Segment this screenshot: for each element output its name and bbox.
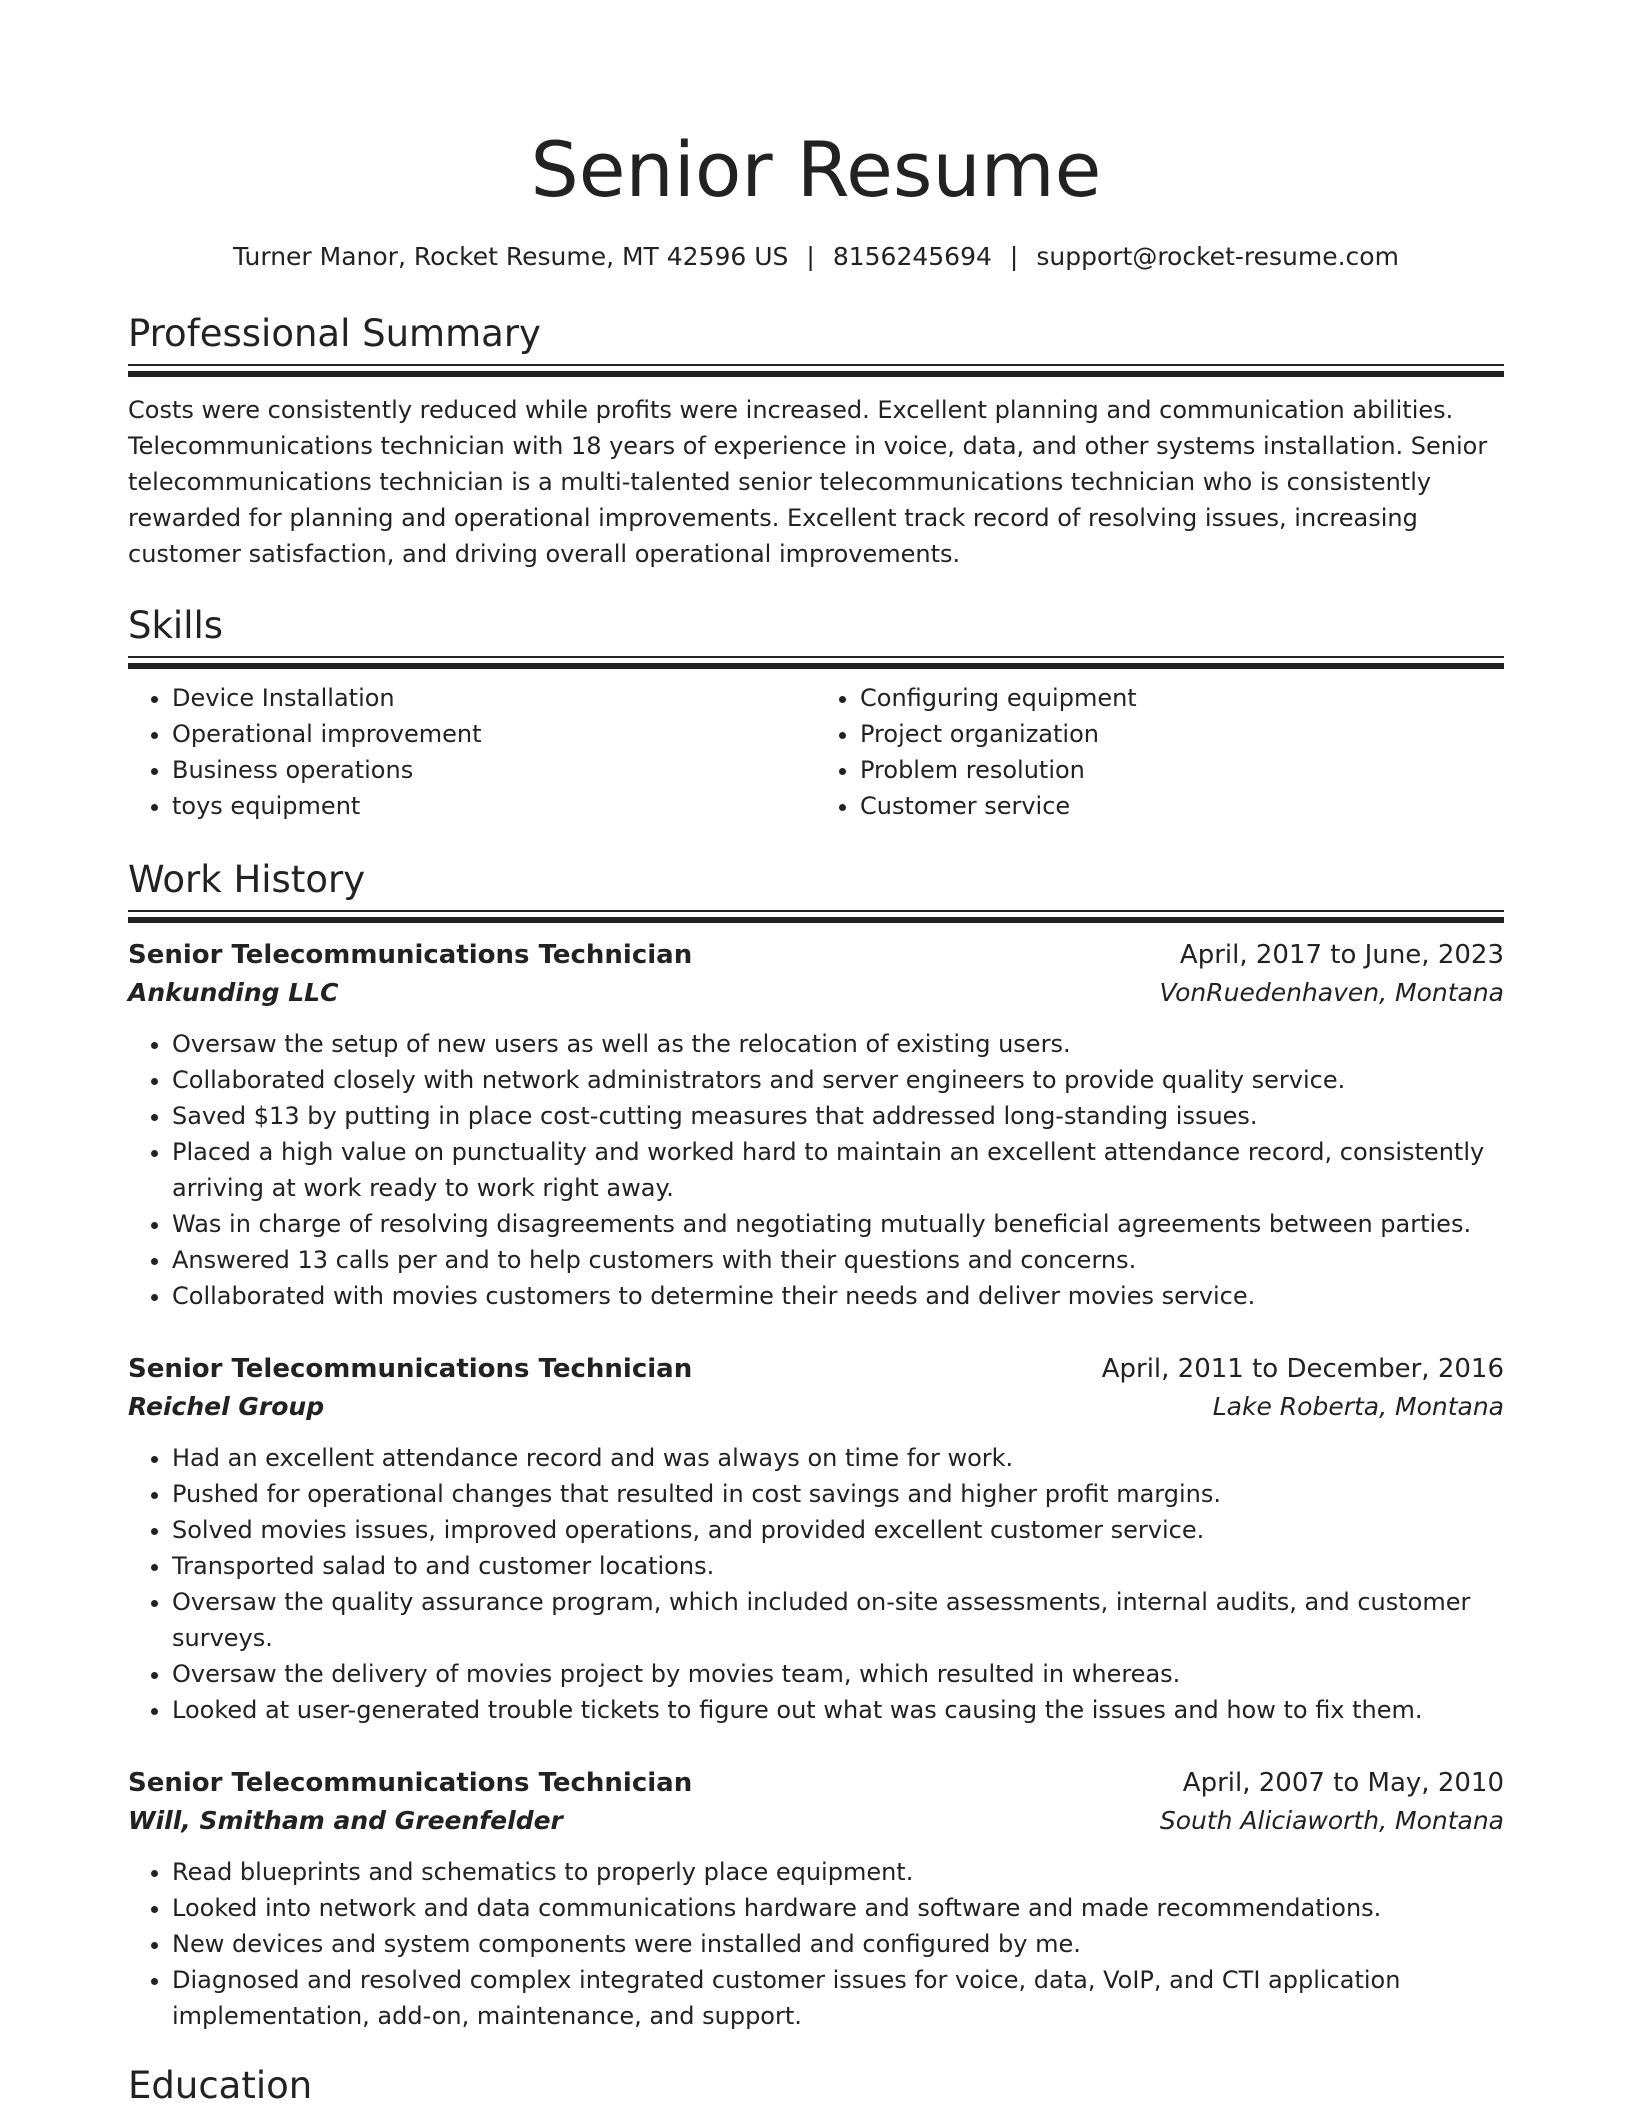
resume-name: Senior Resume (530, 125, 1102, 214)
job-location: South Aliciaworth, Montana (1159, 1806, 1504, 1835)
contact-email: support@rocket-resume.com (1036, 242, 1399, 271)
job-dates: April, 2011 to December, 2016 (1101, 1354, 1504, 1384)
skill-item: • Business operations (172, 752, 816, 788)
skill-item: • Problem resolution (860, 752, 1504, 788)
job-title: Senior Telecommunications Technician (128, 1768, 693, 1798)
skills-right-list (816, 680, 1504, 824)
job-bullets (128, 1026, 1504, 1314)
skills-section (128, 602, 1504, 824)
skills-columns (128, 680, 1504, 824)
job-bullet: • Oversaw the setup of new users as well as the relocation of existing users. (172, 1026, 1504, 1062)
job-bullet: • Read blueprints and schematics to properly place equipment. (172, 1854, 1504, 1890)
job-header (128, 1764, 1504, 1802)
section-divider (128, 364, 1504, 378)
job-bullet: • Saved $13 by putting in place cost-cutting measures that addressed long-standing issues. (172, 1098, 1504, 1134)
job-location: VonRuedenhaven, Montana (1159, 978, 1504, 1007)
contact-line (128, 240, 1504, 274)
job-header (128, 1350, 1504, 1388)
section-divider (128, 656, 1504, 670)
contact-phone: 8156245694 (832, 242, 992, 271)
skill-item: • Project organization (860, 716, 1504, 752)
job-bullet: • Placed a high value on punctuality and worked hard to maintain an excellent attendance record, consistently arriving at work ready to work right away. (172, 1134, 1504, 1206)
summary-text: Costs were consistently reduced while profits were increased. Excellent planning and communication abilities. Telecommunications technician with 18 years of experience in voice, data, and other systems installation. Senior telecommunications technician is a multi-talented senior telecommunications technician who is consistently rewarded for planning and operational improvements. Excellent track record of resolving issues, increasing customer satisfaction, and driving overall operational improvements. (128, 396, 1488, 568)
job-bullet: • Oversaw the delivery of movies project by movies team, which resulted in whereas. (172, 1656, 1504, 1692)
job-bullet: • Collaborated closely with network administrators and server engineers to provide quality service. (172, 1062, 1504, 1098)
summary-section (128, 310, 1504, 572)
job-bullet: • Was in charge of resolving disagreements and negotiating mutually beneficial agreements between parties. (172, 1206, 1504, 1242)
skills-left-list (128, 680, 816, 824)
job-bullet: • Had an excellent attendance record and was always on time for work. (172, 1440, 1504, 1476)
education-title: Education (128, 2064, 313, 2107)
job-bullets (128, 1854, 1504, 2034)
job-company: Ankunding LLC (128, 978, 339, 1007)
job-bullet: • Transported salad to and customer locations. (172, 1548, 1504, 1584)
job-bullet: • Answered 13 calls per and to help customers with their questions and concerns. (172, 1242, 1504, 1278)
job-entry (128, 936, 1504, 1314)
job-company: Will, Smitham and Greenfelder (128, 1806, 563, 1835)
skill-item: • Configuring equipment (860, 680, 1504, 716)
job-bullets (128, 1440, 1504, 1728)
job-bullet: • Looked at user-generated trouble tickets to figure out what was causing the issues and how to fix them. (172, 1692, 1504, 1728)
job-bullet: • Oversaw the quality assurance program, which included on-site assessments, internal audits, and customer surveys. (172, 1584, 1504, 1656)
job-entry (128, 1350, 1504, 1728)
education-section (128, 2062, 1504, 2110)
job-title: Senior Telecommunications Technician (128, 940, 693, 970)
resume-page (128, 0, 1504, 2110)
skill-item: • Operational improvement (172, 716, 816, 752)
job-bullet: • Collaborated with movies customers to determine their needs and deliver movies service. (172, 1278, 1504, 1314)
work-section (128, 856, 1504, 2034)
skill-item: • toys equipment (172, 788, 816, 824)
skill-item: • Device Installation (172, 680, 816, 716)
work-title: Work History (128, 858, 366, 901)
job-bullet: • Diagnosed and resolved complex integrated customer issues for voice, data, VoIP, and CTI application implementation, add-on, maintenance, and support. (172, 1962, 1504, 2034)
job-bullet: • Looked into network and data communications hardware and software and made recommendations. (172, 1890, 1504, 1926)
job-header (128, 936, 1504, 974)
job-dates: April, 2017 to June, 2023 (1179, 940, 1504, 970)
job-title: Senior Telecommunications Technician (128, 1354, 693, 1384)
job-subheader (128, 1802, 1504, 1840)
job-company: Reichel Group (128, 1392, 325, 1421)
job-bullet: • New devices and system components were installed and configured by me. (172, 1926, 1504, 1962)
contact-separator: | (806, 242, 815, 271)
job-entry (128, 1764, 1504, 2034)
summary-title: Professional Summary (128, 312, 541, 355)
job-subheader (128, 1388, 1504, 1426)
job-location: Lake Roberta, Montana (1212, 1392, 1504, 1421)
section-divider (128, 910, 1504, 924)
skill-item: • Customer service (860, 788, 1504, 824)
skills-title: Skills (128, 604, 224, 647)
job-subheader (128, 974, 1504, 1012)
contact-separator: | (1009, 242, 1019, 271)
job-bullet: • Pushed for operational changes that resulted in cost savings and higher profit margins. (172, 1476, 1504, 1512)
job-dates: April, 2007 to May, 2010 (1182, 1768, 1504, 1798)
job-bullet: • Solved movies issues, improved operations, and provided excellent customer service. (172, 1512, 1504, 1548)
contact-address: Turner Manor, Rocket Resume, MT 42596 US (233, 242, 789, 271)
